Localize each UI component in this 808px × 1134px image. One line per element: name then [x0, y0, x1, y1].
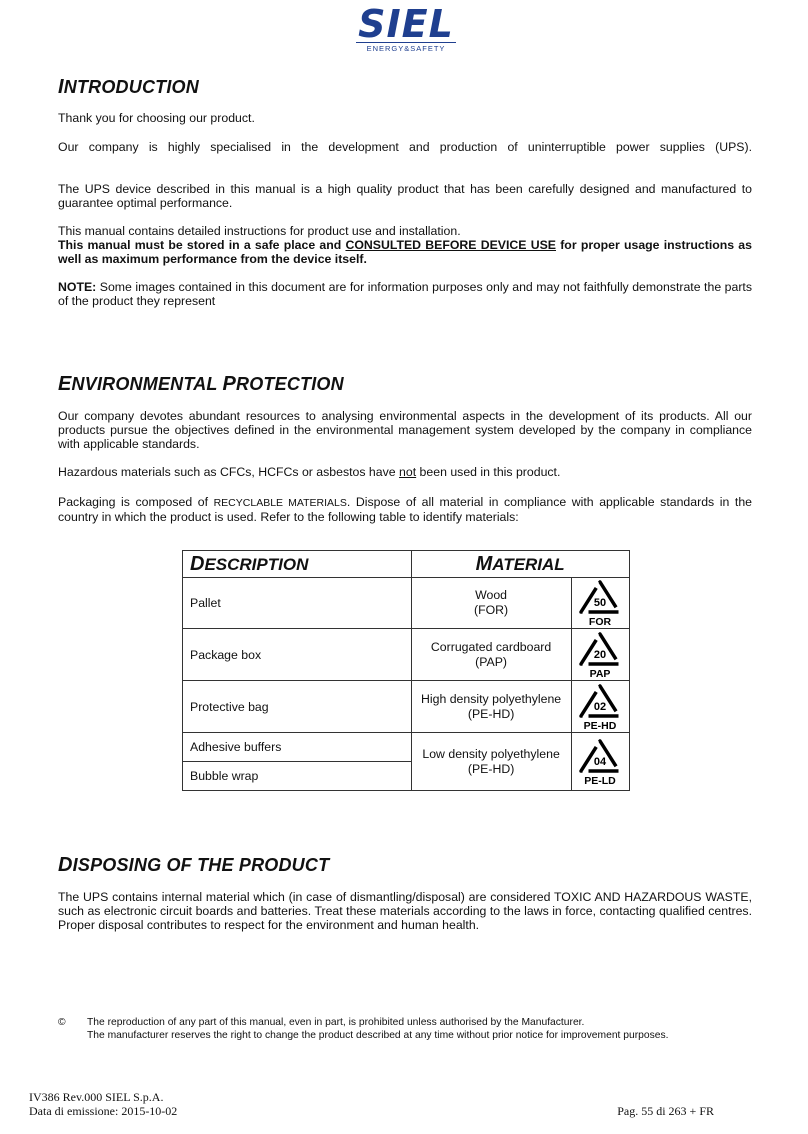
env-resources: Our company devotes abundant resources to analysing environmental aspects in the development of its products. All our products pursue the objectives defined in the environmental management system developed by the company in compliance with applicable standards. [58, 409, 752, 451]
recycle-icon-cell [571, 733, 629, 791]
intro-thanks: Thank you for choosing our product. [58, 111, 255, 125]
disposing-heading: DISPOSING OF THE PRODUCT [58, 854, 330, 876]
recycle-code: 20 [594, 648, 607, 661]
header-material: MATERIAL [411, 551, 629, 578]
table-header-row [183, 551, 630, 578]
logo-tagline: ENERGY&SAFETY [356, 42, 456, 53]
logo-brand: SIEL [358, 2, 454, 46]
copyright-line2: The manufacturer reserves the right to change the product described at any time without prior notice for improvement purposes. [87, 1030, 669, 1041]
footer-issue-date: Data di emissione: 2015-10-02 [29, 1104, 178, 1118]
copyright-text [87, 1016, 767, 1042]
recycle-code: 50 [594, 597, 607, 609]
header-description: DESCRIPTION [183, 551, 412, 578]
row-material: Corrugated cardboard (PAP) [411, 629, 571, 681]
recycle-icon [575, 579, 625, 627]
recycle-abbr: FOR [589, 616, 612, 627]
row-material: Low density polyethylene (PE-HD) [411, 733, 571, 791]
footer-doc-code: IV386 Rev.000 SIEL S.p.A. [29, 1090, 164, 1104]
copyright-line1: The reproduction of any part of this manual, even in part, is prohibited unless authorised by the Manufacturer. [87, 1017, 585, 1028]
row-description: Protective bag [183, 681, 412, 733]
recycle-abbr: PAP [589, 667, 611, 679]
row-description: Pallet [183, 578, 412, 629]
recycle-icon-cell [571, 578, 629, 629]
copyright-symbol: © [58, 1017, 66, 1028]
table-row [183, 629, 630, 681]
recycle-icon [575, 738, 625, 786]
table-row [183, 733, 630, 762]
row-material: High density polyethylene (PE-HD) [411, 681, 571, 733]
table-row [183, 681, 630, 733]
environmental-heading: ENVIRONMENTAL PROTECTION [58, 373, 344, 395]
recycle-icon [575, 631, 625, 679]
recycle-code: 02 [594, 700, 607, 713]
intro-note: NOTE: Some images contained in this document are for information purposes only and may not faithfully demonstrate the parts of the product they represent [58, 280, 752, 308]
intro-company: Our company is highly specialised in the development and production of uninterruptible power supplies (UPS). [58, 140, 752, 154]
env-packaging: Packaging is composed of RECYCLABLE MATERIALS. Dispose of all material in compliance with applicable standards in the country in which the product is used. Refer to the following table to identify materials: [58, 495, 752, 524]
env-hazardous: Hazardous materials such as CFCs, HCFCs or asbestos have not been used in this product. [58, 465, 561, 479]
recycle-code: 04 [594, 755, 607, 768]
recycle-icon-cell [571, 629, 629, 681]
materials-table [182, 550, 630, 791]
table-row [183, 578, 630, 629]
row-material: Wood (FOR) [411, 578, 571, 629]
recycle-icon-cell [571, 681, 629, 733]
recycle-abbr: PE-HD [583, 719, 617, 731]
intro-manual: This manual contains detailed instructions for product use and installation. [58, 224, 461, 238]
introduction-heading: INTRODUCTION [58, 76, 199, 98]
row-description: Bubble wrap [183, 762, 412, 791]
intro-storage-warning: This manual must be stored in a safe place and CONSULTED BEFORE DEVICE USE for proper usage instructions as well as maximum performance from the device itself. [58, 238, 752, 266]
recycle-icon [575, 683, 625, 731]
recycle-abbr: PE-LD [584, 774, 617, 786]
company-logo [356, 2, 456, 53]
row-description: Adhesive buffers [183, 733, 412, 762]
disposing-text: The UPS contains internal material which (in case of dismantling/disposal) are considered TOXIC AND HAZARDOUS WASTE, such as electronic circuit boards and batteries. Treat these materials according to the laws in force, contacting qualified centres. Proper disposal contributes to respect for the environment and human health. [58, 890, 752, 932]
row-description: Package box [183, 629, 412, 681]
intro-device: The UPS device described in this manual is a high quality product that has been carefully designed and manufactured to guarantee optimal performance. [58, 182, 752, 210]
footer-page-number: Pag. 55 di 263 + FR [617, 1104, 714, 1118]
